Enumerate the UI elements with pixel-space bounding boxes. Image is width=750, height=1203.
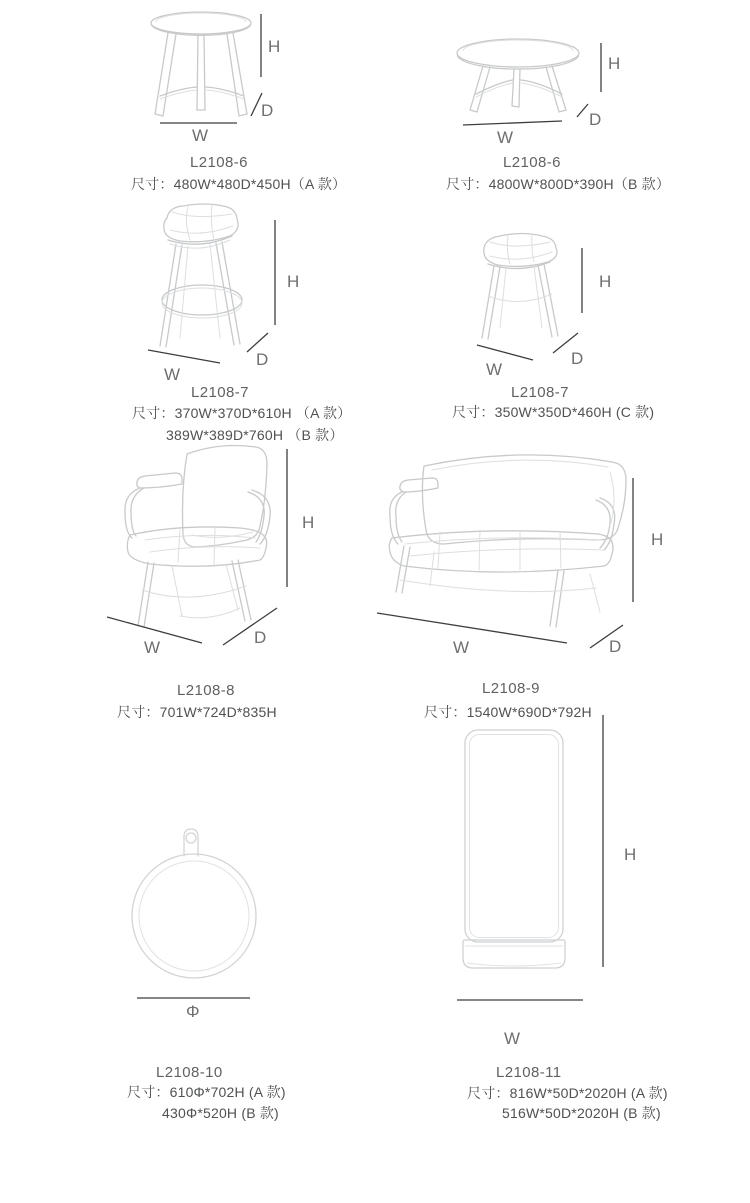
- depth-label: D: [609, 637, 622, 656]
- model-number: L2108-7: [511, 384, 569, 401]
- dimension-lines: [377, 478, 633, 648]
- diameter-label: Φ: [186, 1002, 200, 1021]
- size-spec-line2: 430Φ*520H (B 款): [162, 1105, 279, 1121]
- size-spec: 尺寸：480W*480D*450H（A 款）: [131, 176, 347, 192]
- size-spec: 尺寸：370W*370D*610H （A 款）: [132, 405, 352, 421]
- product-cell-sofa: [360, 440, 690, 730]
- width-label: W: [144, 638, 161, 657]
- width-label: W: [453, 638, 470, 657]
- model-number: L2108-9: [482, 680, 540, 697]
- depth-label: D: [256, 350, 269, 369]
- model-number: L2108-10: [156, 1064, 223, 1081]
- product-cell-bar-stool: [100, 200, 352, 450]
- depth-label: D: [261, 101, 274, 120]
- height-label: H: [287, 272, 300, 291]
- size-spec: 尺寸：1540W*690D*792H: [424, 704, 592, 720]
- height-label: H: [651, 530, 664, 549]
- model-number: L2108-11: [496, 1064, 562, 1081]
- product-cell-armchair: [90, 440, 320, 730]
- model-number: L2108-6: [503, 154, 561, 171]
- height-label: H: [268, 37, 281, 56]
- size-spec: 尺寸：701W*724D*835H: [117, 704, 277, 720]
- depth-label: D: [571, 349, 584, 368]
- model-number: L2108-6: [190, 154, 248, 171]
- size-spec: 尺寸：350W*350D*460H (C 款): [452, 404, 655, 420]
- product-cell-side-table: [100, 0, 347, 200]
- model-number: L2108-8: [177, 682, 235, 699]
- size-spec: 尺寸：610Φ*702H (A 款): [127, 1084, 286, 1100]
- height-label: H: [302, 513, 315, 532]
- product-cell-standing-mirror: [420, 700, 700, 1130]
- dimension-lines: [463, 43, 601, 125]
- width-label: W: [486, 360, 503, 379]
- depth-label: D: [254, 628, 267, 647]
- width-label: W: [164, 365, 181, 384]
- dimension-lines: [457, 715, 603, 1000]
- height-label: H: [608, 54, 621, 73]
- product-cell-low-stool: [420, 200, 655, 430]
- size-spec: 尺寸：816W*50D*2020H (A 款): [467, 1085, 668, 1101]
- height-label: H: [599, 272, 612, 291]
- depth-label: D: [589, 110, 602, 129]
- size-spec: 尺寸：4800W*800D*390H（B 款）: [446, 176, 671, 192]
- product-cell-coffee-table: [420, 0, 671, 200]
- width-label: W: [497, 128, 514, 147]
- product-cell-round-mirror: [100, 800, 320, 1130]
- dimension-lines: [160, 14, 262, 123]
- height-label: H: [624, 845, 637, 864]
- width-label: W: [192, 126, 209, 145]
- size-spec-line2: 516W*50D*2020H (B 款): [502, 1105, 661, 1121]
- model-number: L2108-7: [191, 384, 249, 401]
- width-label: W: [504, 1029, 521, 1048]
- size-spec-line2: 389W*389D*760H （B 款）: [166, 427, 344, 443]
